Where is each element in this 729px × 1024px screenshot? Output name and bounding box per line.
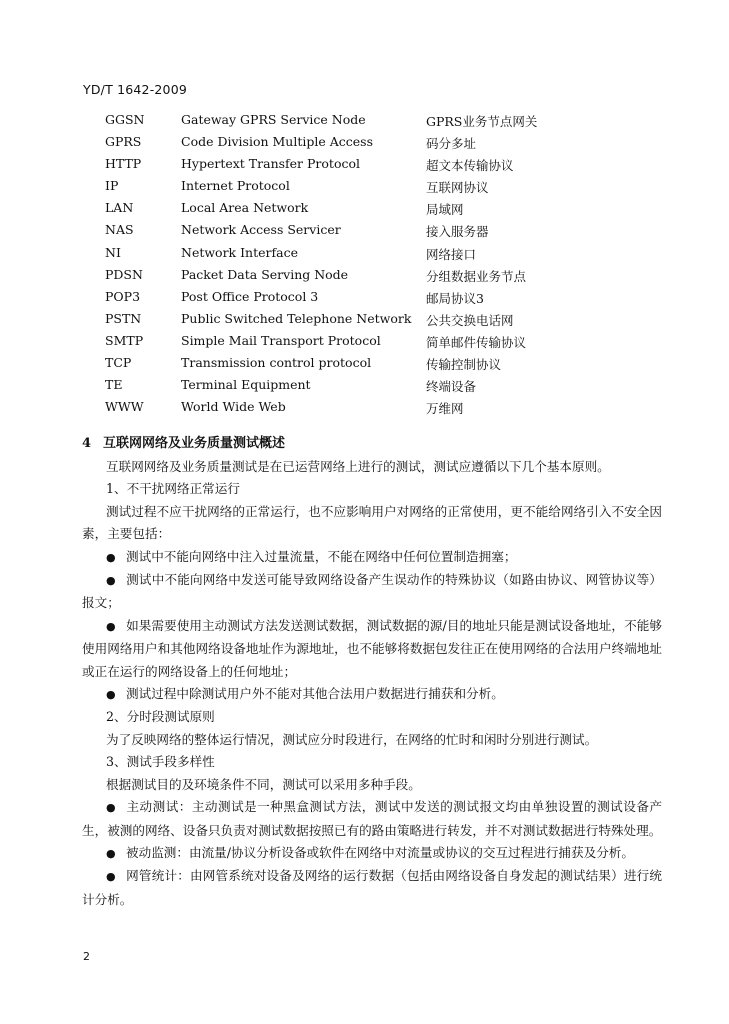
bullet-item	[82, 615, 662, 683]
abbr-full-name: Network Interface	[181, 244, 298, 260]
abbreviation-row	[0, 218, 729, 240]
abbr-code: NAS	[105, 222, 134, 238]
principle-2-text: 为了反映网络的整体运行情况，测试应分时段进行，在网络的忙时和闲时分别进行测试。	[106, 731, 598, 747]
bullet-icon: ●	[106, 574, 116, 588]
page-number: 2	[83, 950, 90, 963]
abbr-full-name: World Wide Web	[181, 399, 286, 415]
abbr-chinese-name: 简单邮件传输协议	[426, 334, 527, 350]
abbr-full-name: Simple Mail Transport Protocol	[181, 332, 381, 348]
abbr-full-name: Local Area Network	[181, 200, 309, 216]
abbreviation-row	[0, 196, 729, 218]
bullet-text: 测试中不能向网络中发送可能导致网络设备产生误动作的特殊协议（如路由协议、网管协议等）报文；	[82, 572, 662, 611]
abbr-full-name: Code Division Multiple Access	[181, 134, 373, 150]
abbr-full-name: Post Office Protocol 3	[181, 288, 319, 304]
bullet-icon: ●	[106, 688, 116, 702]
abbr-code: TCP	[105, 355, 132, 371]
abbr-chinese-name: 公共交换电话网	[426, 312, 514, 328]
abbreviation-row	[0, 108, 729, 130]
abbr-full-name: Transmission control protocol	[181, 355, 372, 371]
abbr-full-name: Internet Protocol	[181, 178, 290, 194]
principle-1-text: 测试过程不应干扰网络的正常运行，也不应影响用户对网络的正常使用，更不能给网络引入不安全因素，主要包括：	[82, 503, 662, 542]
section-heading	[82, 432, 285, 451]
abbr-code: WWW	[105, 399, 144, 415]
abbr-full-name: Packet Data Serving Node	[181, 266, 349, 282]
bullet-item	[82, 546, 662, 569]
abbreviation-row	[0, 329, 729, 351]
abbr-chinese-name: 接入服务器	[426, 224, 489, 240]
abbr-chinese-name: 分组数据业务节点	[426, 268, 527, 284]
abbr-code: POP3	[105, 288, 141, 304]
section-title: 互联网网络及业务质量测试概述	[103, 436, 286, 451]
abbr-code: SMTP	[105, 332, 144, 348]
abbr-full-name: Gateway GPRS Service Node	[181, 112, 366, 127]
abbr-chinese-name: 网络接口	[426, 246, 477, 262]
abbreviation-row	[0, 241, 729, 263]
bullet-icon: ●	[106, 870, 116, 884]
bullet-text: 被动监测：由流量/协议分析设备或软件在网络中对流量或协议的交互过程进行捕获及分析。	[126, 844, 634, 860]
abbreviation-row	[0, 174, 729, 196]
principle-3-heading: 3、测试手段多样性	[106, 754, 215, 770]
bullet-item	[82, 842, 662, 865]
abbr-code: HTTP	[105, 156, 142, 172]
bullet-text: 如果需要使用主动测试方法发送测试数据，测试数据的源/目的地址只能是测试设备地址，不能够使用网络用户和其他网络设备地址作为源地址，也不能够将数据包发往正在使用网络的合法用户终端地址或正在运行的网络设备上的任何地址；	[82, 617, 662, 679]
abbreviation-row	[0, 263, 729, 285]
abbreviation-row	[0, 373, 729, 395]
abbr-code: GPRS	[105, 134, 142, 150]
bullet-text: 网管统计：由网管系统对设备及网络的运行数据（包括由网络设备自身发起的测试结果）进行统计分析。	[82, 868, 662, 907]
abbr-full-name: Terminal Equipment	[181, 377, 311, 393]
abbreviation-row	[0, 351, 729, 373]
abbreviation-table	[0, 108, 729, 417]
abbr-chinese-name: 互联网协议	[426, 180, 489, 196]
abbr-chinese-name: 局域网	[426, 202, 464, 218]
abbreviation-row	[0, 152, 729, 174]
abbr-code: TE	[105, 377, 123, 393]
bullet-item	[82, 569, 662, 615]
abbr-chinese-name: GPRS业务节点网关	[426, 114, 538, 129]
abbr-code: GGSN	[105, 112, 145, 127]
abbreviation-row	[0, 307, 729, 329]
bullet-icon: ●	[106, 846, 116, 860]
abbr-full-name: Hypertext Transfer Protocol	[181, 156, 360, 172]
section-number: 4	[82, 436, 92, 451]
abbr-chinese-name: 超文本传输协议	[426, 158, 514, 174]
abbr-chinese-name: 码分多址	[426, 136, 477, 152]
abbr-code: IP	[105, 178, 119, 194]
bullet-text: 测试中不能向网络中注入过量流量，不能在网络中任何位置制造拥塞；	[126, 548, 517, 564]
abbr-code: PSTN	[105, 310, 142, 326]
abbr-chinese-name: 邮局协议3	[426, 290, 484, 306]
bullet-item	[82, 796, 662, 842]
bullet-icon: ●	[106, 550, 116, 564]
principle-1-heading: 1、不干扰网络正常运行	[106, 481, 240, 497]
bullet-text: 主动测试：主动测试是一种黑盒测试方法，测试中发送的测试报文均由单独设置的测试设备产生，被测的网络、设备只负责对测试数据按照已有的路由策略进行转发，并不对测试数据进行特殊处理。	[82, 799, 662, 838]
principle-2-heading: 2、分时段测试原则	[106, 709, 215, 725]
bullet-icon: ●	[106, 619, 116, 633]
intro-paragraph: 互联网网络及业务质量测试是在已运营网络上进行的测试，测试应遵循以下几个基本原则。	[106, 459, 610, 474]
abbr-code: NI	[105, 244, 121, 260]
abbr-full-name: Network Access Servicer	[181, 222, 341, 238]
abbr-chinese-name: 终端设备	[426, 379, 477, 395]
abbreviation-row	[0, 130, 729, 152]
abbr-full-name: Public Switched Telephone Network	[181, 310, 412, 326]
abbr-chinese-name: 万维网	[426, 401, 464, 417]
principle-3-text: 根据测试目的及环境条件不同，测试可以采用多种手段。	[106, 776, 421, 792]
document-code: YD/T 1642-2009	[83, 82, 188, 97]
abbr-code: LAN	[105, 200, 134, 216]
bullet-item	[82, 683, 662, 706]
abbreviation-row	[0, 395, 729, 417]
abbr-chinese-name: 传输控制协议	[426, 357, 502, 373]
bullet-item	[82, 865, 662, 911]
abbr-code: PDSN	[105, 266, 143, 282]
abbreviation-row	[0, 285, 729, 307]
bullet-icon: ●	[106, 801, 116, 815]
bullet-text: 测试过程中除测试用户外不能对其他合法用户数据进行捕获和分析。	[126, 686, 504, 702]
section-body	[82, 456, 662, 911]
